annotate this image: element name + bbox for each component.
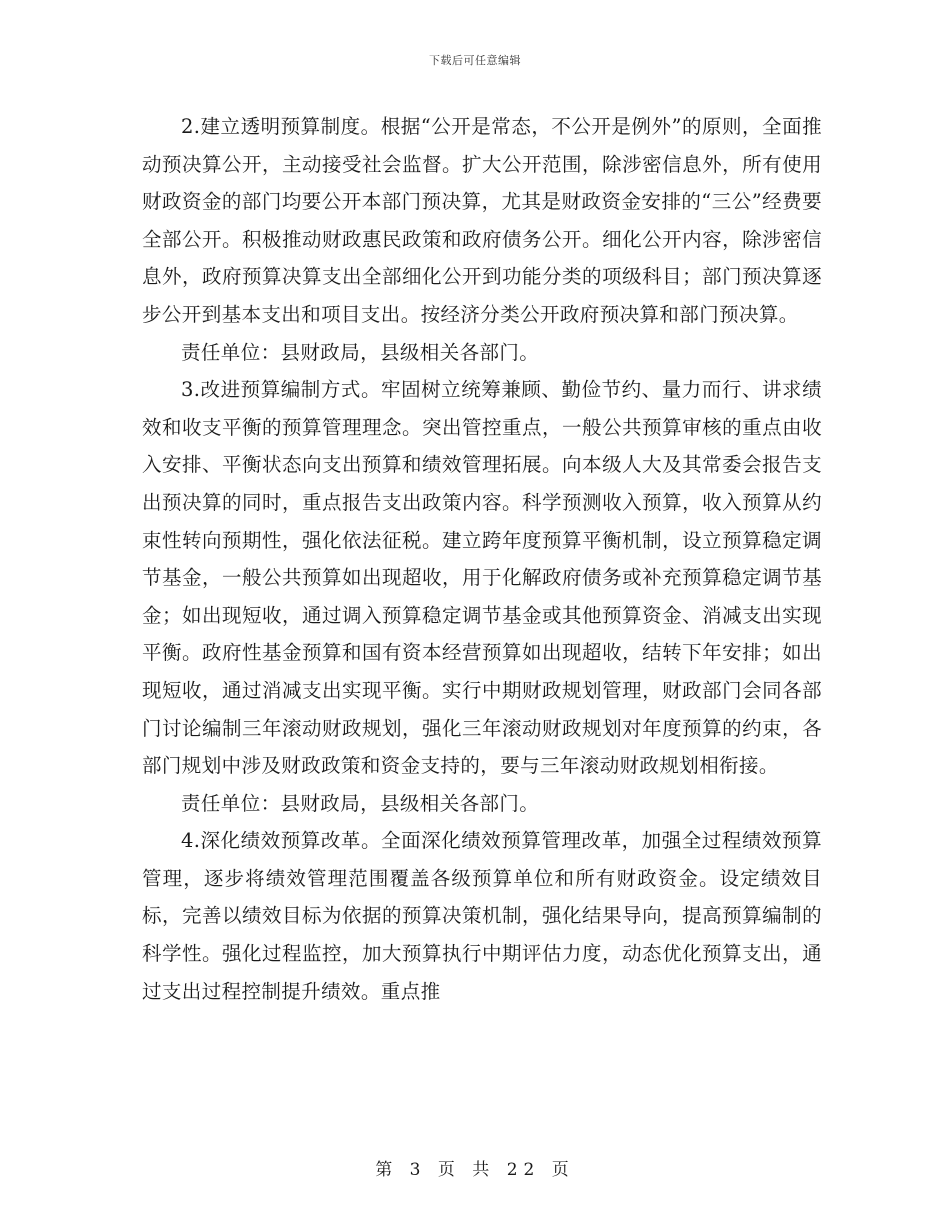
paragraph-transparent-budget: 2.建立透明预算制度。根据“公开是常态，不公开是例外”的原则，全面推动预决算公开，主动接受社会监督。扩大公开范围，除涉密信息外，所有使用财政资金的部门均要公开本部门预决算，尤其是财政资金安排的“三公”经费要全部公开。积极推动财政惠民政策和政府债务公开。细化公开内容，除涉密信息外，政府预算决算支出全部细化公开到功能分类的项级科目；部门预决算逐步公开到基本支出和项目支出。按经济分类公开政府预决算和部门预决算。 xyxy=(142,115,822,326)
page-header-note: 下载后可任意编辑 xyxy=(429,54,521,67)
paragraph-responsible-unit-2: 责任单位：县财政局，县级相关各部门。 xyxy=(181,791,540,815)
paragraph-performance-budget: 4.深化绩效预算改革。全面深化绩效预算管理改革，加强全过程绩效预算管理，逐步将绩效管理范围覆盖各级预算单位和所有财政资金。设定绩效目标，完善以绩效目标为依据的预算决策机制，强化结果导向，提高预算编制的科学性。强化过程监控，加大预算执行中期评估力度，动态优化预算支出，通过支出过程控制提升绩效。重点推 xyxy=(142,829,822,1003)
document-body xyxy=(142,108,822,1010)
page-number: 第 3 页 共 22 页 xyxy=(375,1160,575,1180)
paragraph-budget-preparation: 3.改进预算编制方式。牢固树立统筹兼顾、勤俭节约、量力而行、讲求绩效和收支平衡的预算管理理念。突出管控重点，一般公共预算审核的重点由收入安排、平衡状态向支出预算和绩效管理拓展。向本级人大及其常委会报告支出预决算的同时，重点报告支出政策内容。科学预测收入预算，收入预算从约束性转向预期性，强化依法征税。建立跨年度预算平衡机制，设立预算稳定调节基金，一般公共预算如出现超收，用于化解政府债务或补充预算稳定调节基金；如出现短收，通过调入预算稳定调节基金或其他预算资金、消减支出实现平衡。政府性基金预算和国有资本经营预算如出现超收，结转下年安排；如出现短收，通过消减支出实现平衡。实行中期财政规划管理，财政部门会同各部门讨论编制三年滚动财政规划，强化三年滚动财政规划对年度预算的约束，各部门规划中涉及财政政策和资金支持的，要与三年滚动财政规划相衔接。 xyxy=(142,378,822,778)
paragraph-responsible-unit-1: 责任单位：县财政局，县级相关各部门。 xyxy=(181,340,540,364)
